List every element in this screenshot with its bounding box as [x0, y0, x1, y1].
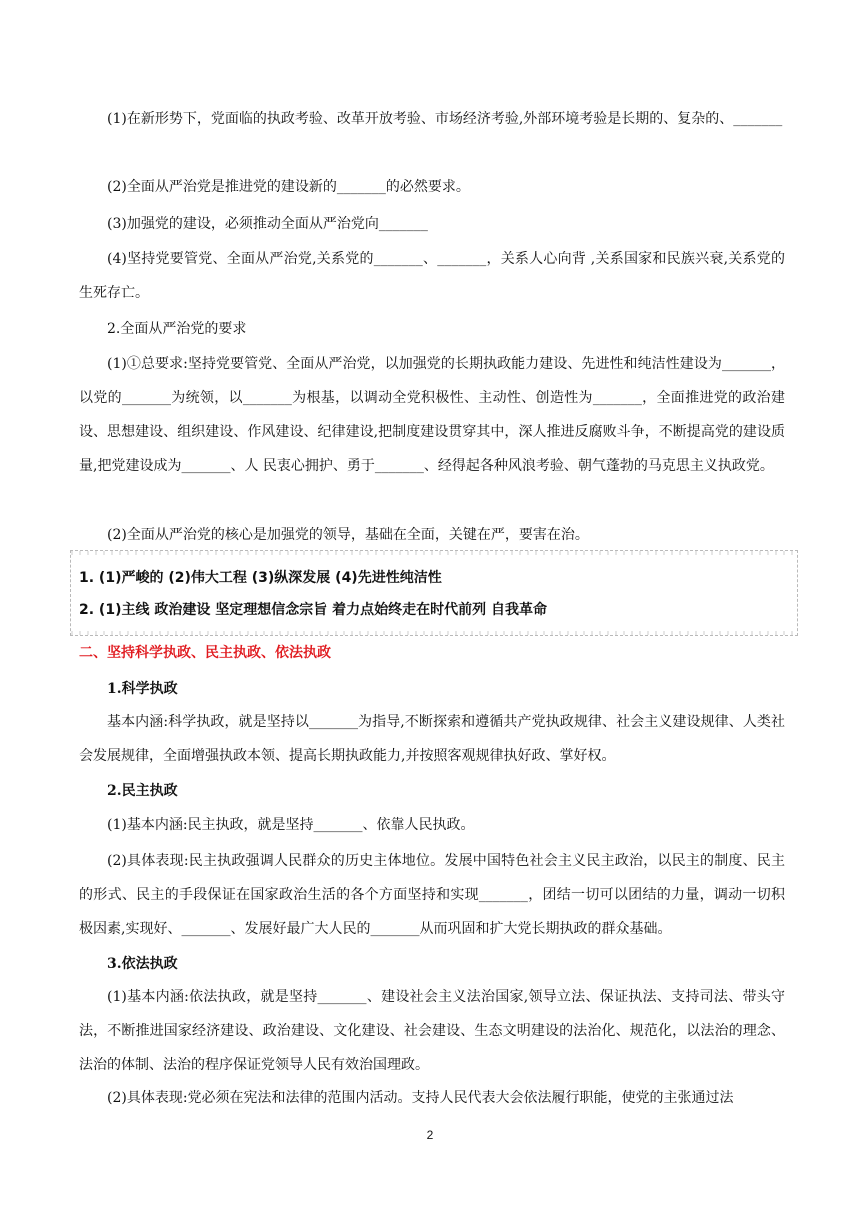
- paragraph-1: (1)在新形势下，党面临的执政考验、改革开放考验、市场经济考验,外部环境考验是长期的、复杂的、_______: [107, 111, 783, 127]
- paragraph-democratic-1: (1)基本内涵:民主执政，就是坚持_______、依靠人民执政。: [107, 817, 475, 833]
- paragraph-4: (4)坚持党要管党、全面从严治党,关系党的_______、_______，关系人心向背 ,关系国家和民族兴衰,关系党的生死存亡。: [79, 251, 785, 301]
- answer-line-1: 1. (1)严峻的 (2)伟大工程 (3)纵深发展 (4)先进性纯洁性: [79, 570, 442, 586]
- heading-lawful: 3.依法执政: [107, 956, 178, 972]
- paragraph-lawful-2: (2)具体表现:党必须在宪法和法律的范围内活动。支持人民代表大会依法履行职能，使党的主张通过法: [107, 1090, 734, 1106]
- paragraph-democratic-2: (2)具体表现:民主执政强调人民群众的历史主体地位。发展中国特色社会主义民主政治，以民主的制度、民主的形式、民主的手段保证在国家政治生活的各个方面坚持和实现_______，团结一切可以团结的力量，调动一切积极因素,实现好、_______、发展好最广大人民的_______从而巩固和扩大党长期执政的群众基础。: [79, 853, 785, 937]
- paragraph-lawful-1: (1)基本内涵:依法执政，就是坚持_______、建设社会主义法治国家,领导立法、保证执法、支持司法、带头守法，不断推进国家经济建设、政治建设、文化建设、社会建设、生态文明建设的法治化、规范化，以法治的理念、法治的体制、法治的程序保证党领导人民有效治国理政。: [79, 989, 785, 1073]
- heading-scientific: 1.科学执政: [107, 681, 178, 697]
- answer-line-2: 2. (1)主线 政治建设 坚定理想信念宗旨 着力点始终走在时代前列 自我革命: [79, 602, 547, 618]
- paragraph-3: (3)加强党的建设，必须推动全面从严治党向_______: [107, 216, 428, 232]
- paragraph-2: (2)全面从严治党是推进党的建设新的_______的必然要求。: [107, 179, 470, 195]
- paragraph-5: (1)①总要求:坚持党要管党、全面从严治党，以加强党的长期执政能力建设、先进性和纯洁性建设为_______，以党的_______为统领，以_______为根基，以调动全党积极性、主动性、创造性为_______，全面推进党的政治建设、思想建设、组织建设、作风建设、纪律建设,把制度建设贯穿其中，深人推进反腐败斗争，不断提高党的建设质量,把党建设成为_______、人 民衷心拥护、勇于_______、经得起各种风浪考验、朝气蓬勃的马克思主义执政党。: [79, 356, 785, 474]
- heading-requirements: 2.全面从严治党的要求: [107, 321, 247, 337]
- page-number: 2: [426, 1128, 434, 1142]
- paragraph-6: (2)全面从严治党的核心是加强党的领导，基础在全面，关键在严，要害在治。: [107, 527, 589, 543]
- paragraph-scientific: 基本内涵:科学执政，就是坚持以_______为指导,不断探索和遵循共产党执政规律、社会主义建设规律、人类社会发展规律，全面增强执政本领、提高长期执政能力,并按照客观规律执好政、掌好权。: [79, 714, 785, 764]
- heading-democratic: 2.民主执政: [107, 783, 178, 799]
- section-title: 二、坚持科学执政、民主执政、依法执政: [79, 645, 331, 661]
